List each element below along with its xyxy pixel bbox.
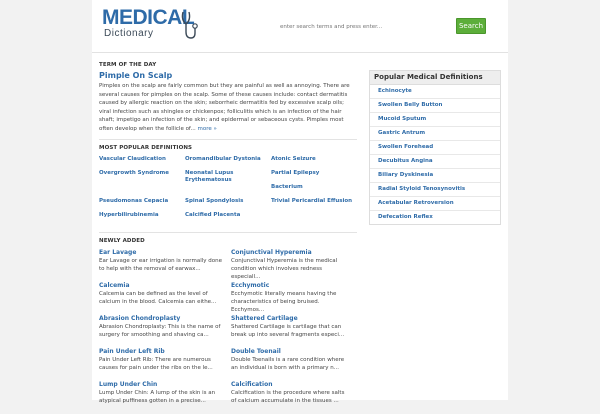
newly-added-desc: Pain Under Left Rib: There are numerous causes for pain under the ribs on the le...: [99, 357, 213, 371]
term-of-day-title[interactable]: Pimple On Scalp: [99, 71, 173, 80]
page: [92, 0, 508, 404]
popular-link[interactable]: Hyperbilirubinemia: [99, 212, 159, 218]
popular-link[interactable]: Pseudomonas Cepacia: [99, 198, 169, 204]
more-link[interactable]: more »: [197, 125, 217, 132]
newly-added-desc: Ear Lavage or ear irrigation is normally done to help with the removal of earwax...: [99, 258, 222, 272]
newly-added-title[interactable]: Pain Under Left Rib: [99, 348, 165, 355]
popular-link[interactable]: Trivial Pericardial Effusion: [271, 198, 353, 204]
newly-added-title[interactable]: Conjunctival Hyperemia: [231, 249, 312, 256]
popular-link[interactable]: Vascular Claudication: [99, 156, 166, 162]
popular-link[interactable]: Neonatal Lupus Erythematosus: [185, 170, 234, 183]
newly-added-item: [231, 249, 357, 282]
popular-link[interactable]: Oromandibular Dystonia: [185, 156, 261, 162]
search-input[interactable]: [278, 18, 454, 36]
newly-added-item: [99, 249, 231, 282]
newly-added-heading: NEWLY ADDED: [99, 238, 145, 244]
sidebar-item[interactable]: Acetabular Retroversion: [370, 197, 500, 211]
newly-added-title[interactable]: Double Toenail: [231, 348, 281, 355]
sidebar-item[interactable]: Radial Styloid Tenosynovitis: [370, 183, 500, 197]
sidebar-heading: Popular Medical Definitions: [370, 71, 500, 85]
stethoscope-icon: [180, 10, 198, 42]
popular-link[interactable]: Bacterium: [271, 184, 303, 190]
newly-added-item: [99, 348, 231, 381]
term-of-day-body: Pimples on the scalp are fairly common but they are painful as well as annoying. There are several causes for pimples on the scalp. Some of these causes include: contact dermatitis caused by allergic reaction on the skin; seborrheic dermatitis fed by excessive scalp oils; viral infection such as shingles or chickenpox; folliculitis which is an infection of the hair shaft; impetigo an infection of the skin; and epidermal or sebaceous cysts. Pimples most often develop when the follicle of...: [99, 83, 350, 132]
sidebar-item[interactable]: Swollen Forehead: [370, 141, 500, 155]
newly-added-grid: [99, 249, 357, 414]
logo-title: MEDICAL: [102, 6, 195, 29]
sidebar-item[interactable]: Gastric Antrum: [370, 127, 500, 141]
popular-link-empty: [185, 184, 271, 198]
most-popular-heading: MOST POPULAR DEFINITIONS: [99, 145, 193, 151]
popular-link-empty: [271, 212, 357, 226]
newly-added-desc: Ecchymotic literally means having the characteristics of being bruised. Ecchymos...: [231, 291, 337, 313]
popular-link[interactable]: Spinal Spondylosis: [185, 198, 244, 204]
sidebar-item[interactable]: Decubitus Angina: [370, 155, 500, 169]
sidebar-item[interactable]: Echinocyte: [370, 85, 500, 99]
newly-added-item: [99, 381, 231, 414]
popular-definitions-sidebar: [369, 70, 501, 225]
newly-added-title[interactable]: Calcification: [231, 381, 273, 388]
most-popular-grid: [99, 156, 357, 226]
popular-link[interactable]: Atonic Seizure: [271, 156, 316, 162]
newly-added-desc: Shattered Cartilage is cartilage that can break up into several fragments especi...: [231, 324, 345, 338]
newly-added-title[interactable]: Ecchymotic: [231, 282, 270, 289]
newly-added-item: [99, 315, 231, 348]
newly-added-desc: Calcification is the procedure where salts of calcium accumulate in the tissues ...: [231, 390, 345, 404]
sidebar-item[interactable]: Defecation Reflex: [378, 214, 433, 220]
newly-added-item: [231, 348, 357, 381]
newly-added-desc: Conjunctival Hyperemia is the medical condition which involves redness especiall...: [231, 258, 338, 280]
sidebar-item[interactable]: Swollen Belly Button: [370, 99, 500, 113]
popular-link-empty: [99, 184, 185, 198]
divider: [99, 139, 357, 140]
term-of-day-heading: TERM OF THE DAY: [99, 62, 157, 68]
newly-added-title[interactable]: Ear Lavage: [99, 249, 137, 256]
newly-added-item: [99, 282, 231, 315]
divider: [99, 232, 357, 233]
site-logo[interactable]: [102, 6, 202, 46]
newly-added-title[interactable]: Lump Under Chin: [99, 381, 158, 388]
newly-added-desc: Calcemia can be defined as the level of calcium in the blood. Calcemia can eithe...: [99, 291, 217, 305]
popular-link[interactable]: Calcified Placenta: [185, 212, 241, 218]
term-of-day-text: [99, 82, 357, 133]
newly-added-desc: Abrasion Chondroplasty: This is the name of surgery for smoothing and shaving ca...: [99, 324, 221, 338]
newly-added-desc: Double Toenails is a rare condition where an individual is born with a primary n...: [231, 357, 345, 371]
newly-added-title[interactable]: Calcemia: [99, 282, 130, 289]
newly-added-item: [231, 282, 357, 315]
logo-subtitle: Dictionary: [104, 28, 154, 39]
popular-link[interactable]: Partial Epilepsy: [271, 170, 320, 176]
popular-link[interactable]: Overgrowth Syndrome: [99, 170, 170, 176]
newly-added-item: [231, 315, 357, 348]
sidebar-item[interactable]: Mucoid Sputum: [370, 113, 500, 127]
site-header: [92, 0, 508, 53]
newly-added-desc: Lump Under Chin: A lump of the skin is an atypical puffiness gotten in a precise...: [99, 390, 216, 404]
newly-added-item: [231, 381, 357, 414]
newly-added-title[interactable]: Shattered Cartilage: [231, 315, 298, 322]
sidebar-item[interactable]: Biliary Dyskinesia: [370, 169, 500, 183]
newly-added-title[interactable]: Abrasion Chondroplasty: [99, 315, 181, 322]
search-button[interactable]: Search: [456, 18, 486, 34]
main-content: [99, 62, 357, 414]
